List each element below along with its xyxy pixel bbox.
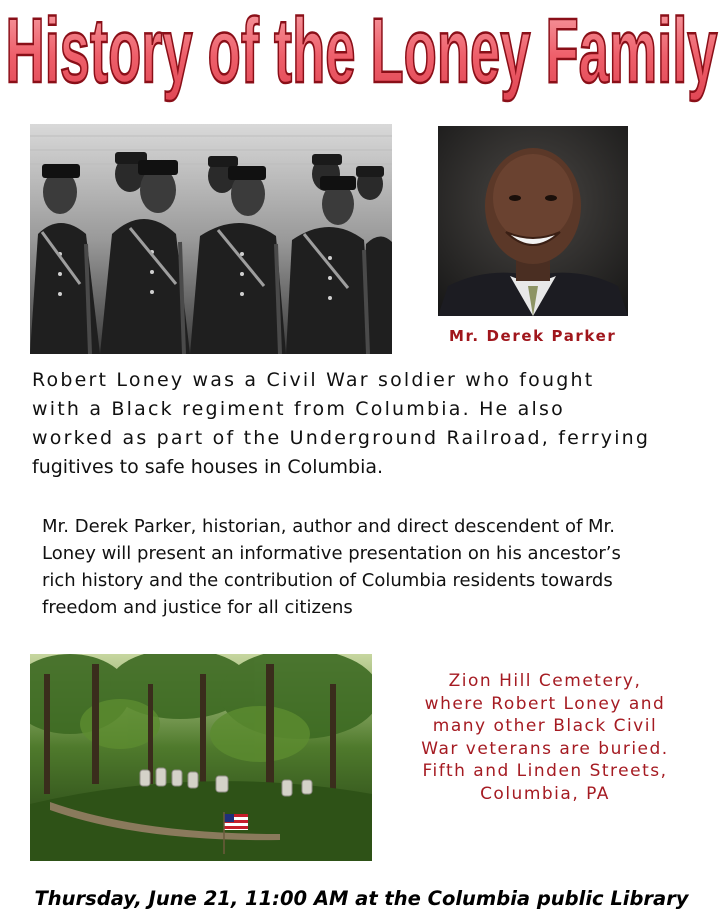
paragraph-line: rich history and the contribution of Columbia residents towards bbox=[42, 570, 613, 591]
event-date-location: Thursday, June 21, 11:00 AM at the Columbia public Library bbox=[34, 887, 689, 910]
presentation-description-paragraph bbox=[42, 513, 682, 621]
caption-line: Zion Hill Cemetery, bbox=[448, 671, 642, 691]
civil-war-soldiers-photo bbox=[30, 124, 392, 354]
caption-line: Fifth and Linden Streets, bbox=[422, 761, 668, 781]
caption-line: Columbia, PA bbox=[480, 783, 610, 804]
flyer-title-text: History of the Loney Family bbox=[5, 2, 718, 102]
paragraph-line: Robert Loney was a Civil War soldier who fought bbox=[32, 369, 595, 391]
caption-line: War veterans are buried. bbox=[421, 738, 669, 759]
portrait-caption: Mr. Derek Parker bbox=[449, 327, 617, 345]
flyer-title bbox=[0, 2, 723, 114]
paragraph-line: with a Black regiment from Columbia. He also bbox=[32, 398, 565, 420]
paragraph-line: fugitives to safe houses in Columbia. bbox=[32, 456, 384, 478]
paragraph-line: Loney will present an informative presentation on his ancestor’s bbox=[42, 543, 621, 564]
paragraph-line: Mr. Derek Parker, historian, author and direct descendent of Mr. bbox=[42, 516, 616, 537]
caption-line: where Robert Loney and bbox=[424, 693, 666, 714]
soldier-biography-paragraph bbox=[32, 366, 702, 482]
caption-line: many other Black Civil bbox=[432, 716, 658, 736]
derek-parker-portrait bbox=[438, 126, 628, 316]
paragraph-line: freedom and justice for all citizens bbox=[42, 597, 353, 618]
zion-hill-cemetery-photo bbox=[30, 654, 372, 861]
paragraph-line: worked as part of the Underground Railroad, ferrying bbox=[32, 427, 651, 449]
cemetery-caption bbox=[395, 670, 695, 805]
